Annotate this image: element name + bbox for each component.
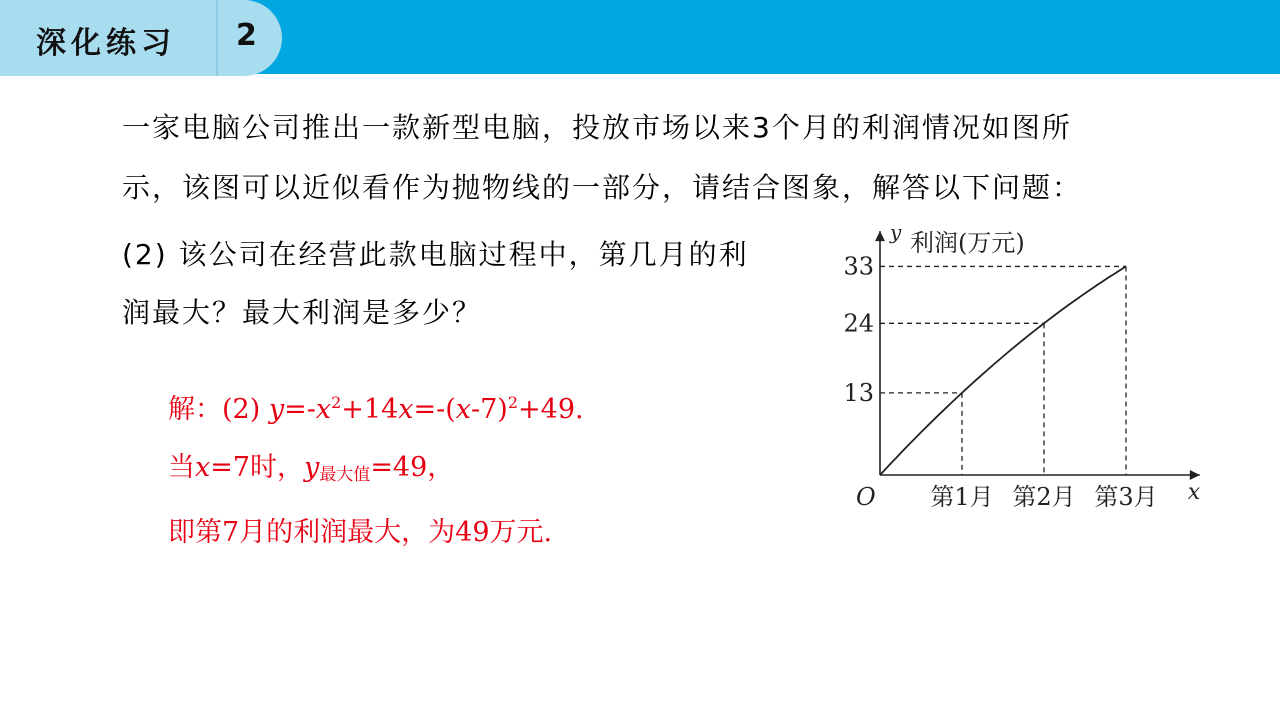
- answer-text: 解：(2): [168, 394, 269, 425]
- question-text: [122, 226, 782, 342]
- answer-exponent: 2: [507, 393, 519, 412]
- y-axis-arrow: [875, 231, 885, 241]
- answer-block: [168, 374, 728, 562]
- answer-text: =7时，: [210, 452, 305, 483]
- answer-var: x: [195, 452, 211, 483]
- problem-statement: [122, 98, 1142, 218]
- answer-var: x: [315, 394, 332, 425]
- x-tick-label: 第3月: [1094, 483, 1158, 511]
- title-divider: [216, 0, 218, 76]
- y-tick-label: 13: [843, 378, 874, 407]
- x-axis-letter: x: [1187, 480, 1201, 505]
- x-tick-label: 第1月: [930, 483, 994, 511]
- origin-label: O: [856, 483, 876, 511]
- answer-line-3: 即第7月的利润最大，为49万元.: [168, 517, 553, 548]
- question-line-1: (2) 该公司在经营此款电脑过程中，第几月的利: [122, 238, 749, 271]
- section-title: 深化练习: [36, 26, 176, 61]
- answer-text: =49，: [370, 452, 455, 483]
- answer-var: x: [455, 394, 471, 425]
- y-axis-letter: y: [890, 220, 902, 245]
- answer-var: y: [268, 394, 285, 425]
- answer-text: +49.: [518, 394, 584, 425]
- profit-curve: [880, 266, 1126, 475]
- section-number: 2: [236, 18, 257, 53]
- title-tab: [0, 0, 282, 76]
- y-tick-label: 24: [843, 309, 874, 338]
- question-line-2: 润最大？最大利润是多少？: [122, 296, 483, 329]
- answer-line-1: [168, 374, 728, 439]
- answer-var: y: [304, 452, 320, 483]
- answer-text: =-: [284, 394, 316, 425]
- answer-text: 当: [168, 452, 195, 483]
- answer-line-2: [168, 439, 728, 504]
- answer-exponent: 2: [331, 393, 342, 412]
- y-tick-label: 33: [843, 252, 874, 281]
- x-tick-label: 第2月: [1012, 483, 1076, 511]
- answer-text: -7): [471, 394, 508, 425]
- answer-var: x: [398, 394, 414, 425]
- answer-text: +14: [341, 394, 399, 425]
- answer-text: =-(: [413, 394, 456, 425]
- x-axis-arrow: [1190, 470, 1200, 480]
- profit-chart: [840, 220, 1201, 530]
- problem-line-2: 示，该图可以近似看作为抛物线的一部分，请结合图象，解答以下问题：: [122, 171, 1083, 204]
- problem-line-1: 一家电脑公司推出一款新型电脑，投放市场以来3个月的利润情况如图所: [122, 111, 1072, 144]
- answer-subscript: 最大值: [319, 465, 371, 485]
- y-axis-label: 利润(万元): [910, 229, 1025, 258]
